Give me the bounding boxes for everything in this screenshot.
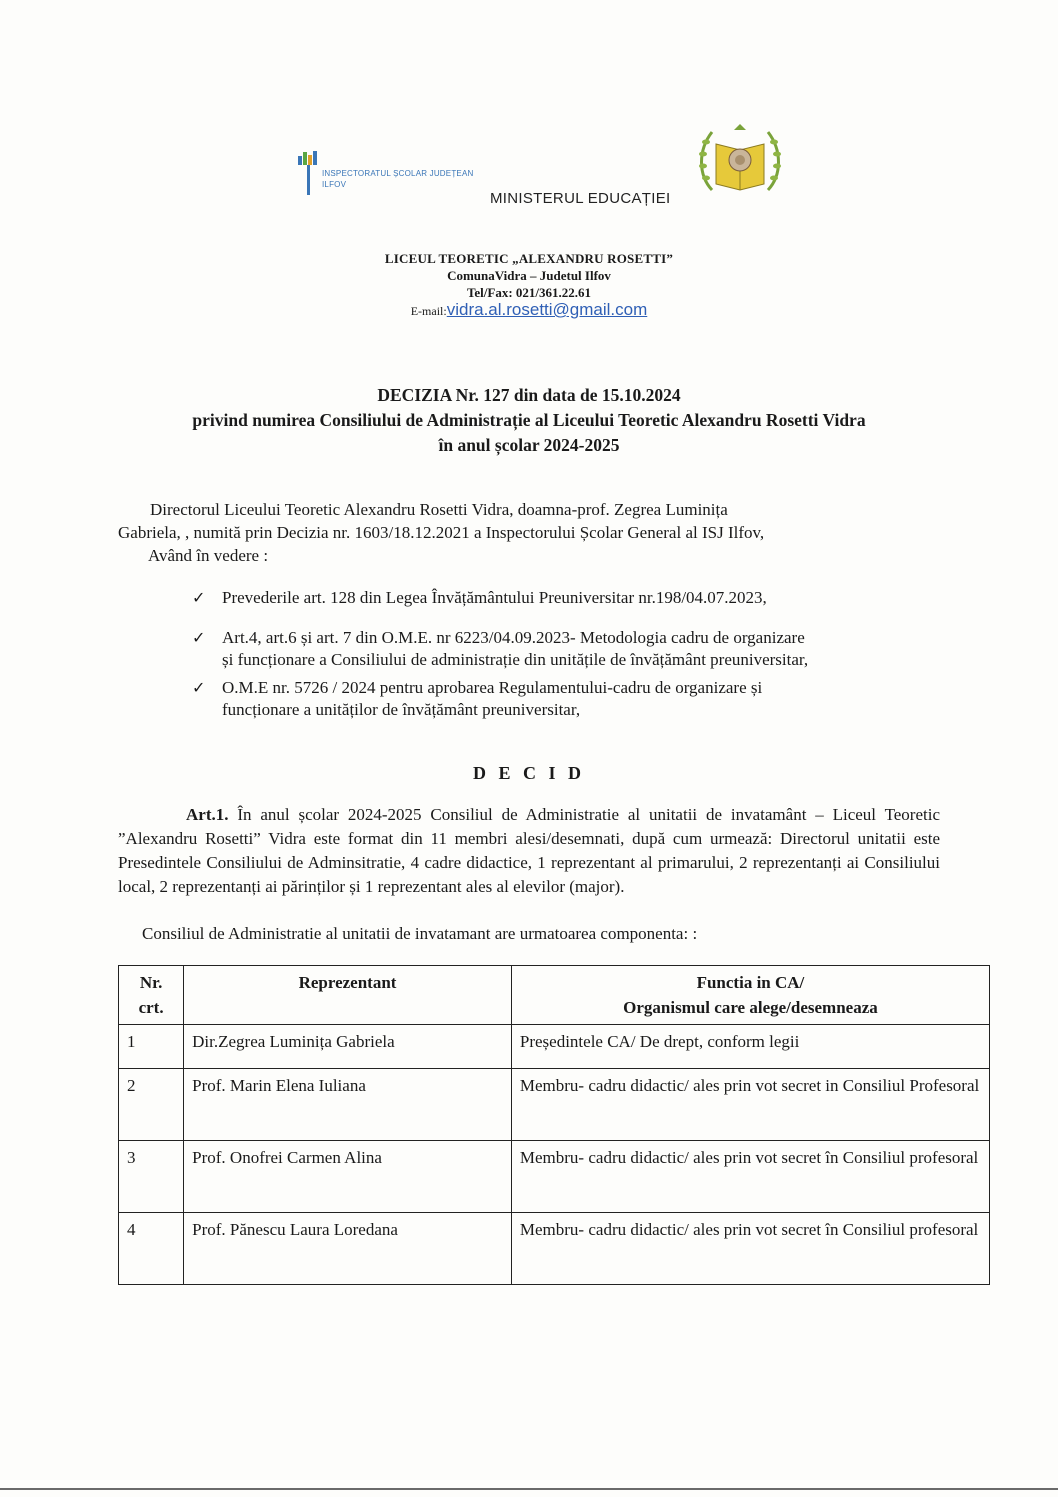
- isj-text-line2: ILFOV: [322, 180, 347, 189]
- cell-representative: Prof. Pănescu Laura Loredana: [184, 1213, 512, 1285]
- isj-logo-icon: [296, 150, 322, 198]
- art1-label: Art.1.: [186, 805, 229, 824]
- title-line2: privind numirea Consiliului de Administrație al Liceului Teoretic Alexandru Rosetti Vidra: [192, 410, 866, 430]
- school-email-line: [0, 301, 1058, 320]
- cell-nr: 2: [119, 1069, 184, 1141]
- title-line1: DECIZIA Nr. 127 din data de 15.10.2024: [377, 385, 681, 405]
- email-link[interactable]: vidra.al.rosetti@gmail.com: [446, 300, 648, 319]
- art1-text: În anul școlar 2024-2025 Consiliul de Administratie al unitatii de invatamânt – Liceul Teoretic ”Alexandru Rosetti” Vidra este format din 11 membri alesi/desemnati, după cum urmează: Directorul unitatii este Presedintele Consiliului de Adminsitratie, 4 cadre didactice, 1 reprezentant al primarului, 2 reprezentanți ai Consiliului local, 2 reprezentanți ai părinților și 1 reprezentant ales al elevilor (major).: [118, 805, 941, 896]
- ministry-crest-icon: [694, 120, 786, 202]
- title-line3: în anul școlar 2024-2025: [438, 435, 620, 455]
- page-bottom-edge: [0, 1488, 1058, 1490]
- cell-function: Membru- cadru didactic/ ales prin vot secret în Consiliul profesoral: [511, 1213, 989, 1285]
- article-1: [118, 803, 940, 899]
- cell-nr: 4: [119, 1213, 184, 1285]
- isj-text-line1: INSPECTORATUL ȘCOLAR JUDEȚEAN: [322, 169, 474, 178]
- council-table: [118, 965, 990, 1285]
- composition-intro: Consiliul de Administratie al unitatii de invatamant are urmatoarea componenta: :: [142, 924, 698, 943]
- consideration-text: și funcționare a Consiliului de administrație din unitățile de învățământ preuniversitar,: [222, 650, 809, 669]
- cell-nr: 1: [119, 1025, 184, 1069]
- consideration-item: [192, 627, 942, 671]
- school-phone: Tel/Fax: 021/361.22.61: [466, 285, 592, 300]
- header-func-line1: Functia in CA/: [696, 973, 805, 992]
- checkmark-icon: ✓: [192, 628, 206, 647]
- intro-line2: Gabriela, , numită prin Decizia nr. 1603/18.12.2021 a Inspectorului Școlar General al ISJ Ilfov,: [118, 523, 765, 542]
- email-label: E-mail:: [410, 304, 447, 318]
- consideration-item: [192, 587, 942, 609]
- table-row: [119, 1213, 990, 1285]
- isj-logo: [296, 150, 496, 200]
- isj-logo-text: [322, 168, 473, 190]
- school-address: ComunaVidra – Judetul Ilfov: [447, 268, 611, 283]
- cell-representative: Prof. Onofrei Carmen Alina: [184, 1141, 512, 1213]
- header-nr-line1: Nr.: [139, 973, 163, 992]
- consideration-text: Prevederile art. 128 din Legea Învățământului Preuniversitar nr.198/04.07.2023,: [222, 588, 767, 607]
- school-name: LICEUL TEORETIC „ALEXANDRU ROSETTI”: [384, 251, 674, 266]
- cell-function: Membru- cadru didactic/ ales prin vot secret în Consiliul profesoral: [511, 1141, 989, 1213]
- checkmark-icon: ✓: [192, 588, 206, 607]
- cell-function: Președintele CA/ De drept, conform legii: [511, 1025, 989, 1069]
- intro-line3: Având în vedere :: [148, 546, 269, 565]
- checkmark-icon: ✓: [192, 678, 206, 697]
- intro-line1: Directorul Liceului Teoretic Alexandru Rosetti Vidra, doamna-prof. Zegrea Luminița: [150, 500, 728, 519]
- table-header-row: [119, 966, 990, 1025]
- ministry-name: MINISTERUL EDUCAȚIEI: [490, 190, 671, 207]
- consideration-text: funcționare a unităților de învățământ preuniversitar,: [222, 700, 581, 719]
- header-nr-line2: crt.: [138, 998, 164, 1017]
- header-func-line2: Organismul care alege/desemneaza: [623, 998, 878, 1017]
- consideration-text: Art.4, art.6 și art. 7 din O.M.E. nr 6223/04.09.2023- Metodologia cadru de organizare: [222, 628, 805, 647]
- consideration-text: O.M.E nr. 5726 / 2024 pentru aprobarea Regulamentului-cadru de organizare și: [222, 678, 763, 697]
- cell-representative: Dir.Zegrea Luminița Gabriela: [184, 1025, 512, 1069]
- header-function: [511, 966, 989, 1025]
- consideration-item: [192, 677, 942, 721]
- header-representative: Reprezentant: [184, 966, 512, 1025]
- cell-nr: 3: [119, 1141, 184, 1213]
- header-nr: [119, 966, 184, 1025]
- table-row: [119, 1069, 990, 1141]
- table-row: [119, 1141, 990, 1213]
- decision-title: [0, 383, 1058, 458]
- school-info: [0, 250, 1058, 320]
- table-row: [119, 1025, 990, 1069]
- cell-function: Membru- cadru didactic/ ales prin vot secret in Consiliul Profesoral: [511, 1069, 989, 1141]
- decid-heading: D E C I D: [472, 763, 585, 783]
- cell-representative: Prof. Marin Elena Iuliana: [184, 1069, 512, 1141]
